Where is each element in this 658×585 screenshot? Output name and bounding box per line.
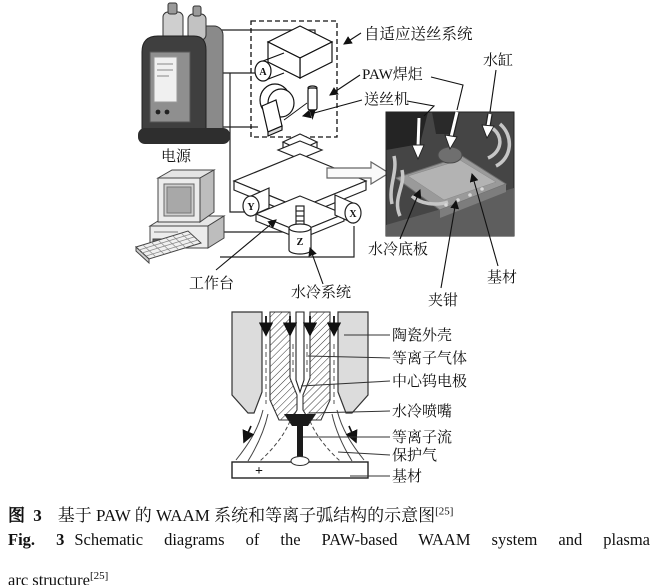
power-source-label: 电源 [161,149,192,165]
caption-english-line1 [8,530,650,570]
axis-y-label: Y [247,202,255,213]
ceramic-shell-right [338,312,368,413]
cooled-nozzle-label: 水冷喷嘴 [392,404,453,420]
plasma-gas-label: 等离子气体 [392,351,468,367]
caption-chinese [8,501,650,526]
cooling-system-label: 水冷系统 [291,285,352,301]
water-tank-label: 水缸 [483,53,514,69]
computer-illustration [136,170,224,263]
worktable-label: 工作台 [189,276,235,292]
caption-english-line2 [8,570,650,585]
cooled-plate-label: 水冷底板 [368,242,429,258]
plasma-stream-label: 等离子流 [392,430,453,446]
caption-en-text2: arc structure [8,570,90,585]
ceramic-shell-left [232,312,262,413]
motion-stage [234,134,366,254]
paw-torch-pointer-right [431,77,463,110]
clamp-label: 夹钳 [428,293,459,309]
adaptive-feed-label: 自适应送丝系统 [364,26,473,43]
shielding-gas-label: 保护气 [392,448,438,464]
setup-photo [386,112,514,236]
caption-en-number: Fig. 3 [8,530,65,549]
torch-body [308,88,317,110]
adaptive-feed-pointer [344,33,361,44]
worktable-pointer [216,220,276,270]
polarity-sign: + [255,464,263,479]
figure-caption [0,493,658,585]
axis-z-label: Z [296,237,304,248]
paw-torch-pointer-left [330,75,360,95]
caption-cn-text: 基于 PAW 的 WAAM 系统和等离子弧结构的示意图 [57,506,436,525]
caption-en-reference: [25] [90,570,109,582]
nozzle-left [270,312,297,420]
water-tank-pointer [490,70,496,112]
wire-feeder-label: 送丝机 [364,92,410,108]
axis-x-label: X [349,209,357,220]
paw-torch-label: PAW焊炬 [362,67,423,83]
tungsten-electrode-label: 中心钨电极 [392,374,468,390]
substrate-photo-label: 基材 [487,270,518,286]
nozzle-right [303,312,330,420]
caption-en-text1: Schematic diagrams of the PAW-based WAAM system and plasma [74,530,650,549]
caption-cn-number: 图 3 [8,506,44,525]
cooling-system-pointer [310,248,323,284]
motor-a-label: A [259,67,267,78]
power-source-illustration [138,3,230,144]
ceramic-shell-label: 陶瓷外壳 [392,328,453,344]
tungsten-electrode [296,312,304,392]
substrate-label: 基材 [392,469,423,485]
wire-feeder-assembly [255,26,332,136]
caption-cn-reference: [25] [435,505,454,518]
weld-pool [291,457,309,466]
plasma-column [297,424,303,460]
gas-valve-icon [193,6,201,16]
gas-valve-icon [168,3,177,14]
plasma-torch-diagram [232,312,390,479]
